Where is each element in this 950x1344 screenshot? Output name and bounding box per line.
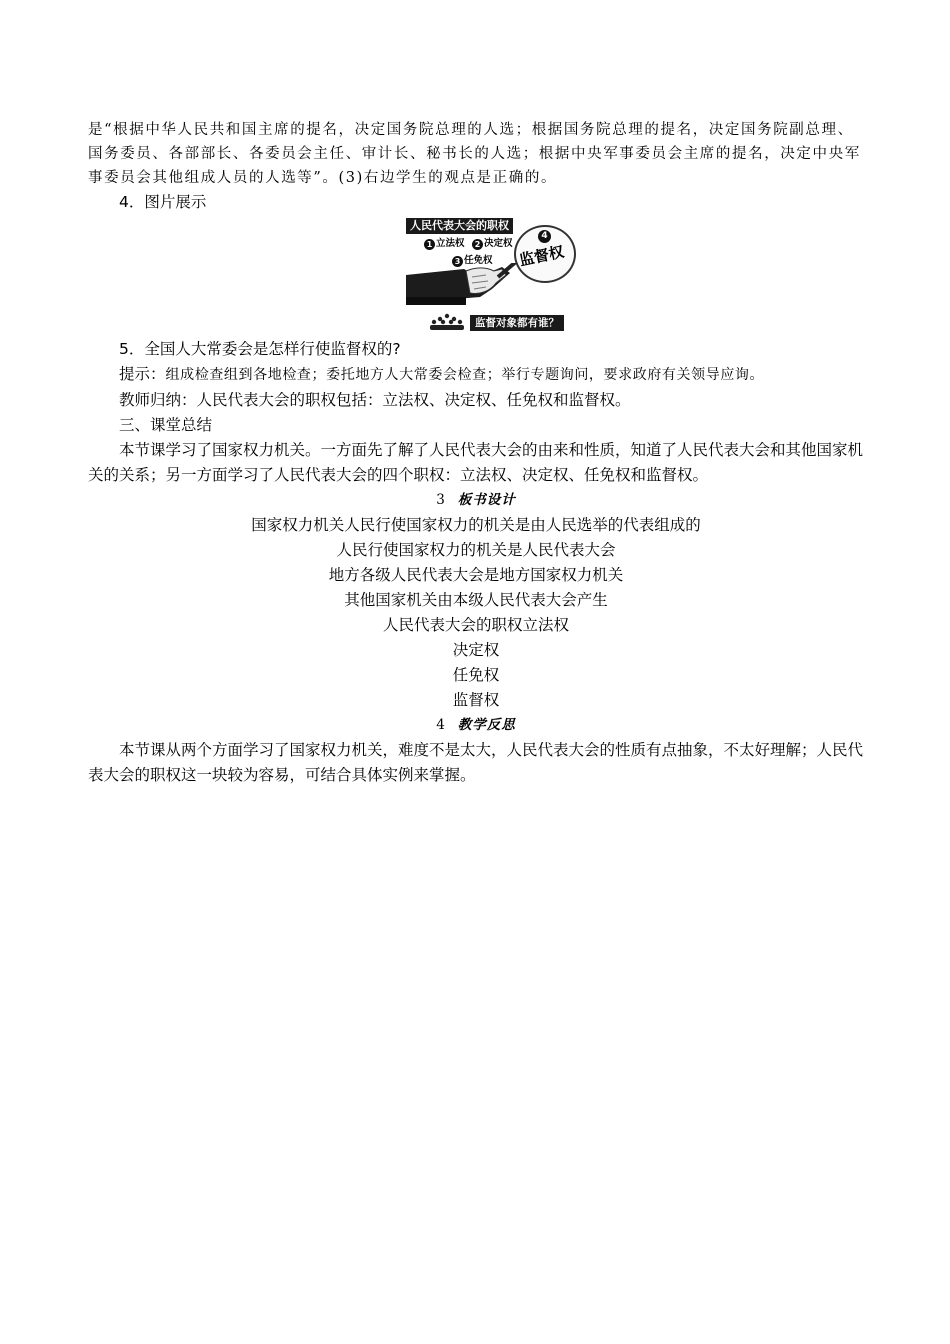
board-line: 其他国家机关由本级人民代表大会产生 [344, 591, 608, 609]
board-line: 决定权 [452, 641, 500, 659]
figure-item-label: 决定权 [484, 238, 513, 249]
number-badge: 1 [424, 239, 435, 250]
figure-item-legislative [424, 238, 465, 250]
document-page [88, 118, 864, 788]
reflection-heading-text: 教学反思 [457, 717, 516, 733]
supervision-label: 监督权 [517, 242, 566, 270]
hint-line [88, 362, 864, 388]
powers-figure [406, 217, 574, 333]
figure-question: 监督对象都有谁？ [470, 315, 564, 331]
reflection-heading-number: 4 [436, 717, 446, 733]
board-line: 地方各级人民代表大会是地方国家权力机关 [328, 566, 624, 584]
board-line: 人民代表大会的职权立法权 [382, 616, 569, 634]
board-line: 任免权 [452, 666, 500, 684]
board-heading-text: 板书设计 [457, 492, 516, 508]
intro-paragraph: 是“根据中华人民共和国主席的提名，决定国务院总理的人选；根据国务院总理的提名，决定国务院副总理、国务委员、各部部长、各委员会主任、审计长、秘书长的人选；根据中央军事委员会主席的提名，决定中央军事委员会其他组成人员的人选等”。(3)右边学生的观点是正确的。 [88, 122, 861, 186]
figure-item-decision [472, 238, 513, 250]
figure-item-label: 任免权 [464, 255, 493, 266]
board-heading [88, 488, 864, 513]
figure-item-label: 立法权 [436, 238, 465, 249]
hint-body: 组成检查组到各地检查；委托地方人大常委会检查；举行专题询问，要求政府有关领导应询。 [165, 367, 765, 383]
board-line: 监督权 [452, 691, 500, 709]
hint-label: 提示： [119, 365, 166, 383]
board-heading-number: 3 [436, 492, 446, 508]
summary-paragraph: 本节课学习了国家权力机关。一方面先了解了人民代表大会的由来和性质，知道了人民代表大会和其他国家机关的关系；另一方面学习了人民代表大会的四个职权：立法权、决定权、任免权和监督权。 [88, 441, 864, 484]
board-line: 人民行使国家权力的机关是人民代表大会 [336, 541, 616, 559]
section3-title: 三、课堂总结 [119, 416, 213, 434]
number-badge: 4 [538, 230, 551, 243]
reflection-paragraph: 本节课从两个方面学习了国家权力机关，难度不是太大，人民代表大会的性质有点抽象，不太好理解；人民代表大会的职权这一块较为容易，可结合具体实例来掌握。 [88, 741, 864, 784]
reflection-heading [88, 713, 864, 738]
teacher-summary: 教师归纳：人民代表大会的职权包括：立法权、决定权、任免权和监督权。 [119, 391, 631, 409]
number-badge: 2 [472, 239, 483, 250]
board-line: 国家权力机关人民行使国家权力的机关是由人民选举的代表组成的 [251, 516, 701, 534]
item5-title: 5．全国人大常委会是怎样行使监督权的? [119, 340, 401, 358]
figure-title: 人民代表大会的职权 [406, 218, 513, 234]
hand-holding-magnifier-icon [406, 263, 536, 311]
item4-title: 4．图片展示 [119, 193, 207, 211]
people-icon [428, 313, 466, 331]
number-badge: 3 [452, 256, 463, 267]
